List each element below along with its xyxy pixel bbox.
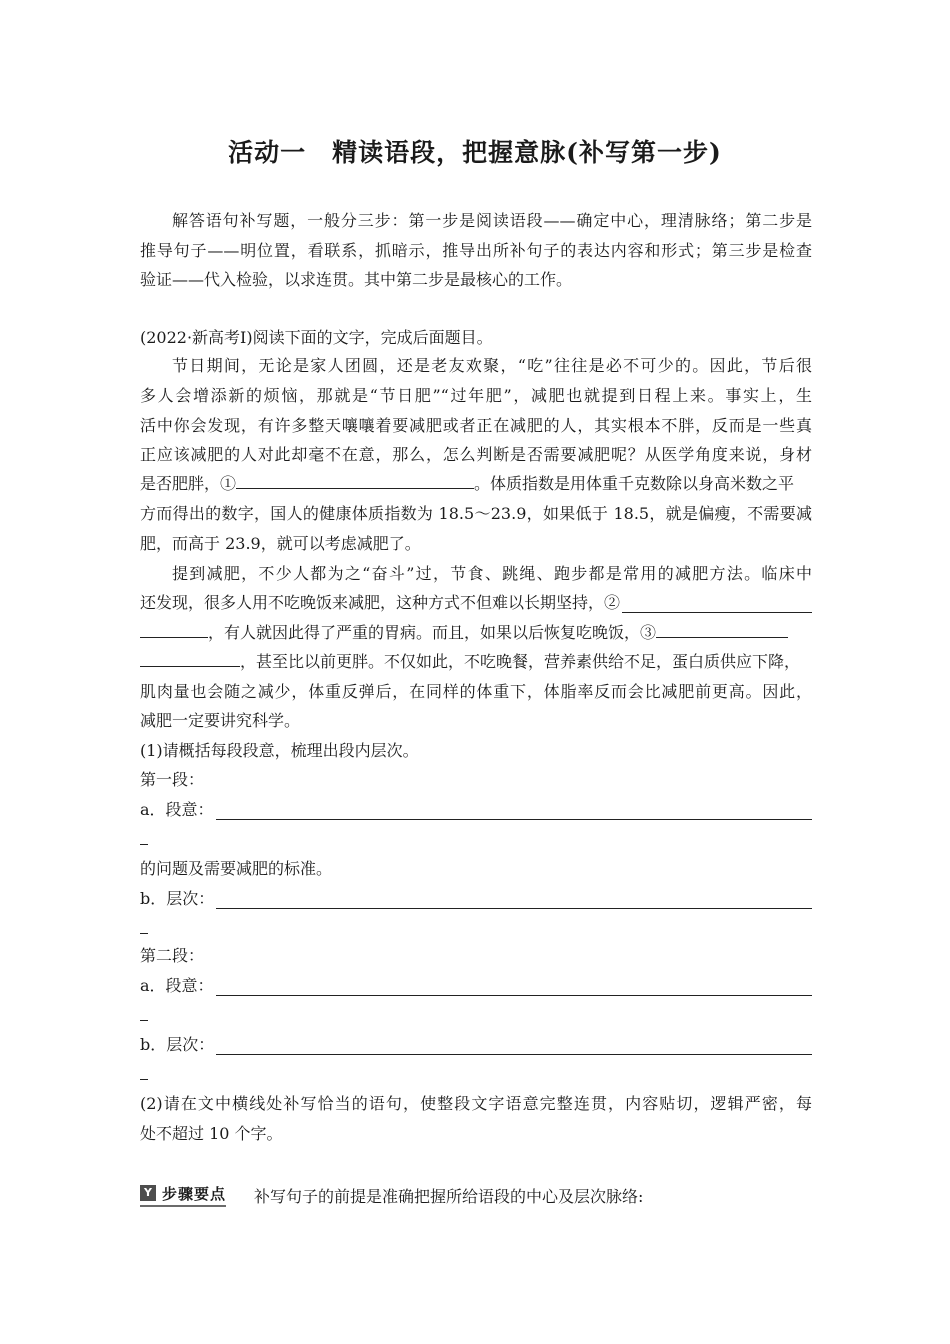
blank-2[interactable]	[622, 597, 812, 613]
page-title: 活动一 精读语段，把握意脉(补写第一步)	[228, 138, 722, 167]
answer-label: a．段意：	[140, 976, 214, 995]
passage-text: ，甚至比以前更胖。不仅如此，不吃晚餐，营养素供给不足，蛋白质供应下降，	[240, 652, 801, 671]
tag-icon: Y	[140, 1185, 156, 1201]
passage-text: 还发现，很多人用不吃晚饭来减肥，这种方式不但难以长期坚持，②	[140, 593, 621, 612]
answer-blank-continuation	[140, 1020, 148, 1021]
answer-row	[140, 800, 812, 820]
step-tips-badge	[140, 1183, 226, 1207]
answer-blank-1b[interactable]	[216, 893, 812, 909]
passage-text: 是否肥胖，①	[140, 474, 237, 493]
answer-tail: 的问题及需要减肥的标准。	[140, 859, 333, 878]
source-line: (2022·新高考Ⅰ)阅读下面的文字，完成后面题目。	[140, 328, 493, 347]
question-2-prompt: 处不超过 10 个字。	[140, 1124, 283, 1143]
section-1-label: 第一段：	[140, 770, 205, 789]
passage-line: 活中你会发现，有许多整天嚷嚷着要减肥或者正在减肥的人，其实根本不胖，反而是一些真	[140, 416, 812, 435]
blank-3-continued[interactable]	[140, 652, 240, 667]
answer-blank-continuation	[140, 844, 148, 845]
answer-blank-2a[interactable]	[216, 980, 812, 996]
intro-line: 验证——代入检验，以求连贯。其中第二步是最核心的工作。	[140, 270, 573, 289]
passage-line	[140, 474, 812, 494]
intro-line: 推导句子——明位置，看联系，抓暗示，推导出所补句子的表达内容和形式；第三步是检查	[140, 241, 812, 260]
passage-line: 多人会增添新的烦恼，那就是“节日肥”“过年肥”，减肥也就提到日程上来。事实上，生	[140, 386, 812, 405]
answer-row	[140, 1035, 812, 1055]
passage-line	[140, 623, 812, 643]
blank-1[interactable]	[236, 474, 474, 489]
passage-text: 。体质指数是用体重千克数除以身高米数之平	[474, 474, 795, 493]
answer-blank-continuation	[140, 933, 148, 934]
question-2-prompt: (2)请在文中横线处补写恰当的语句，使整段文字语意完整连贯，内容贴切，逻辑严密，每	[140, 1094, 812, 1113]
passage-line: 减肥一定要讲究科学。	[140, 711, 301, 730]
badge-label: 步骤要点	[162, 1184, 227, 1203]
intro-line: 解答语句补写题，一般分三步：第一步是阅读语段——确定中心，理清脉络；第二步是	[172, 211, 812, 230]
answer-row	[140, 889, 812, 909]
tip-text: 补写句子的前提是准确把握所给语段的中心及层次脉络:	[254, 1187, 644, 1206]
blank-2-continued[interactable]	[140, 623, 208, 638]
passage-line: 提到减肥，不少人都为之“奋斗”过，节食、跳绳、跑步都是常用的减肥方法。临床中	[172, 564, 812, 583]
passage-line: 方而得出的数字，国人的健康体质指数为 18.5～23.9，如果低于 18.5，就是偏瘦，不需要减	[140, 504, 812, 523]
answer-label: a．段意：	[140, 800, 214, 819]
question-1-prompt: (1)请概括每段段意，梳理出段内层次。	[140, 741, 419, 760]
answer-blank-1a[interactable]	[216, 804, 812, 820]
answer-label: b．层次：	[140, 889, 215, 908]
passage-line: 肥，而高于 23.9，就可以考虑减肥了。	[140, 534, 421, 553]
answer-blank-2b[interactable]	[216, 1039, 812, 1055]
passage-line: 正应该减肥的人对此却毫不在意，那么，怎么判断是否需要减肥呢？从医学角度来说，身材	[140, 445, 812, 464]
passage-line	[140, 593, 812, 613]
passage-line: 节日期间，无论是家人团圆，还是老友欢聚，“吃”往往是必不可少的。因此，节后很	[172, 356, 812, 375]
section-2-label: 第二段：	[140, 946, 205, 965]
passage-text: ，有人就因此得了严重的胃病。而且，如果以后恢复吃晚饭，③	[208, 623, 657, 642]
blank-3[interactable]	[656, 623, 788, 638]
answer-row	[140, 976, 812, 996]
answer-blank-continuation	[140, 1079, 148, 1080]
answer-label: b．层次：	[140, 1035, 215, 1054]
passage-line	[140, 652, 812, 672]
passage-line: 肌肉量也会随之减少，体重反弹后，在同样的体重下，体脂率反而会比减肥前更高。因此，	[140, 682, 812, 701]
